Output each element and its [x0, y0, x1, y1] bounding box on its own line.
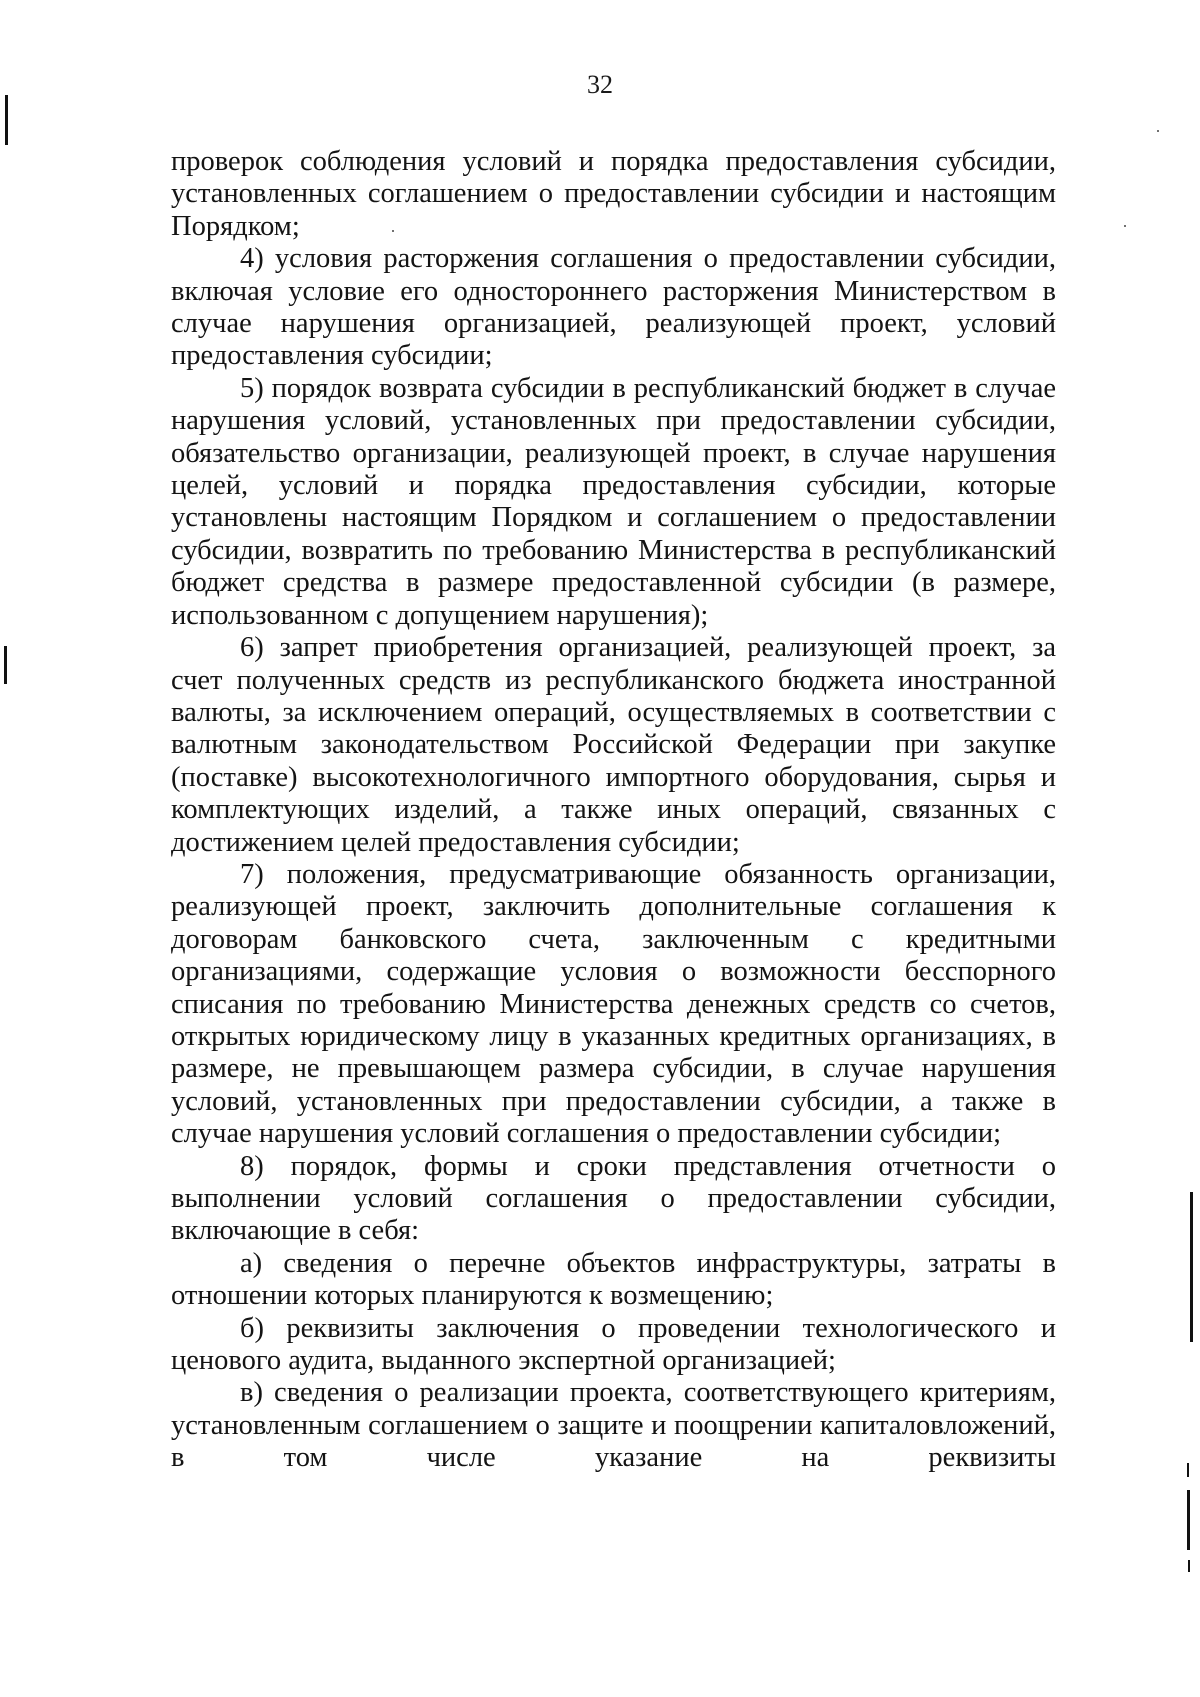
paragraph-subitem-b: б) реквизиты заключения о проведении технологического и ценового аудита, выданного экспертной организацией; [171, 1312, 1056, 1377]
scan-mark-right-4 [1188, 1560, 1190, 1572]
paragraph-subitem-a: а) сведения о перечне объектов инфраструктуры, затраты в отношении которых планируются к возмещению; [171, 1247, 1056, 1312]
scan-mark-left-top [5, 95, 8, 145]
paragraph-item-4: 4) условия расторжения соглашения о предоставлении субсидии, включая условие его одностороннего расторжения Министерством в случае нарушения организацией, реализующей проект, условий предоставления субсидии; [171, 243, 1056, 372]
scan-dot-inline [392, 230, 394, 232]
paragraph-item-6: 6) запрет приобретения организацией, реализующей проект, за счет полученных средств из республиканского бюджета иностранной валюты, за исключением операций, осуществляемых в соответствии с валютным законодательством Российской Федерации при закупке (поставке) высокотехнологичного импортного оборудования, сырья и комплектующих изделий, а также иных операций, связанных с достижением целей предоставления субсидии; [171, 632, 1056, 858]
paragraph-item-7: 7) положения, предусматривающие обязанность организации, реализующей проект, заключить дополнительные соглашения к договорам банковского счета, заключенным с кредитными организациями, содержащие условия о возможности бесспорного списания по требованию Министерства денежных средств со счетов, открытых юридическому лицу в указанных кредитных организациях, в размере, не превышающем размера субсидии, в случае нарушения условий, установленных при предоставлении субсидии, а также в случае нарушения условий соглашения о предоставлении субсидии; [171, 858, 1056, 1150]
paragraph-item-5: 5) порядок возврата субсидии в республиканский бюджет в случае нарушения условий, установленных при предоставлении субсидии, обязательство организации, реализующей проект, в случае нарушения целей, условий и порядка предоставления субсидии, которые установлены настоящим Порядком и соглашением о предоставлении субсидии, возвратить по требованию Министерства в республиканский бюджет средства в размере предоставленной субсидии (в размере, использованном с допущением нарушения); [171, 372, 1056, 631]
scan-mark-right-3 [1187, 1490, 1190, 1550]
scan-mark-right-2 [1187, 1463, 1189, 1477]
scan-mark-left-middle [4, 646, 7, 684]
paragraph-item-8: 8) порядок, формы и сроки представления отчетности о выполнении условий соглашения о предоставлении субсидии, включающие в себя: [171, 1150, 1056, 1247]
paragraph-subitem-v: в) сведения о реализации проекта, соответствующего критериям, установленным соглашением о защите и поощрении капиталовложений, в том числе указание на реквизиты [171, 1377, 1056, 1474]
scan-mark-right-1 [1190, 1192, 1193, 1342]
scan-dot-right-middle [1124, 225, 1126, 227]
paragraph-continuation: проверок соблюдения условий и порядка предоставления субсидии, установленных соглашением о предоставлении субсидии и настоящим Порядком; [171, 146, 1056, 242]
scan-dot-right-top [1157, 130, 1159, 132]
document-body [171, 146, 1056, 1475]
page-number: 32 [587, 70, 613, 99]
